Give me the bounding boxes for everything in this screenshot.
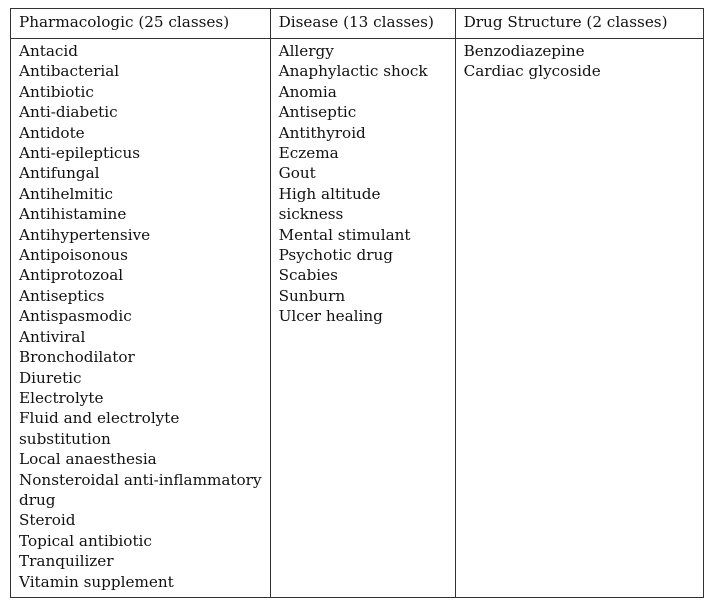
- class-item: Antispasmodic: [19, 307, 132, 326]
- class-item: Tranquilizer: [19, 552, 114, 571]
- class-item: Benzodiazepine: [463, 42, 585, 60]
- class-item: Antihelmitic: [19, 184, 114, 203]
- class-item: Anaphylactic shock: [278, 62, 428, 81]
- class-item: Vitamin supplement: [19, 572, 174, 591]
- class-item: Topical antibiotic: [19, 531, 152, 550]
- class-item: Nonsteroidal anti-inflammatory drug: [19, 470, 262, 509]
- class-item: Antifungal: [19, 164, 100, 183]
- class-item: Ulcer healing: [278, 307, 383, 326]
- class-item: Mental stimulant: [278, 225, 411, 244]
- class-item: Antihistamine: [19, 205, 127, 224]
- class-item: High altitude sickness: [278, 184, 381, 224]
- body-row: [11, 39, 704, 598]
- drug-classes-table: [10, 8, 704, 598]
- class-item: Antihypertensive: [19, 225, 151, 244]
- class-item: Cardiac glycoside: [463, 62, 601, 81]
- class-item: Steroid: [19, 511, 76, 530]
- class-item: Eczema: [278, 144, 339, 163]
- class-item: Antacid: [19, 42, 78, 60]
- class-item: Fluid and electrolyte substitution: [19, 409, 180, 448]
- disease-cell: [270, 39, 455, 598]
- class-item: Antiseptics: [19, 286, 105, 305]
- class-item: Psychotic drug: [278, 246, 394, 265]
- pharmacologic-list: [19, 41, 262, 592]
- class-item: Allergy: [278, 42, 334, 60]
- class-item: Antiseptic: [278, 103, 357, 122]
- class-item: Anomia: [278, 82, 337, 101]
- class-item: Antibacterial: [19, 62, 120, 81]
- class-item: Gout: [278, 164, 316, 183]
- class-item: Antipoisonous: [19, 246, 128, 265]
- class-item: Antidote: [19, 123, 85, 142]
- class-item: Anti-diabetic: [19, 103, 118, 122]
- class-item: Anti-epilepticus: [19, 144, 141, 163]
- class-item: Sunburn: [278, 286, 346, 305]
- class-item: Bronchodilator: [19, 348, 135, 367]
- class-item: Diuretic: [19, 368, 82, 387]
- class-item: Antiprotozoal: [19, 266, 124, 285]
- class-item: Electrolyte: [19, 388, 104, 407]
- disease-list: [279, 41, 447, 327]
- class-item: Local anaesthesia: [19, 450, 157, 469]
- class-item: Antithyroid: [278, 123, 366, 142]
- drug-structure-cell: [455, 39, 703, 598]
- class-item: Scabies: [278, 266, 338, 285]
- pharmacologic-cell: [11, 39, 271, 598]
- class-item: Antiviral: [19, 327, 86, 346]
- class-item: Antibiotic: [19, 82, 94, 101]
- header-disease: Disease (13 classes): [270, 9, 455, 39]
- drug-structure-list: [464, 41, 695, 82]
- header-drug-structure: Drug Structure (2 classes): [455, 9, 703, 39]
- header-row: [11, 9, 704, 39]
- header-pharmacologic: Pharmacologic (25 classes): [11, 9, 271, 39]
